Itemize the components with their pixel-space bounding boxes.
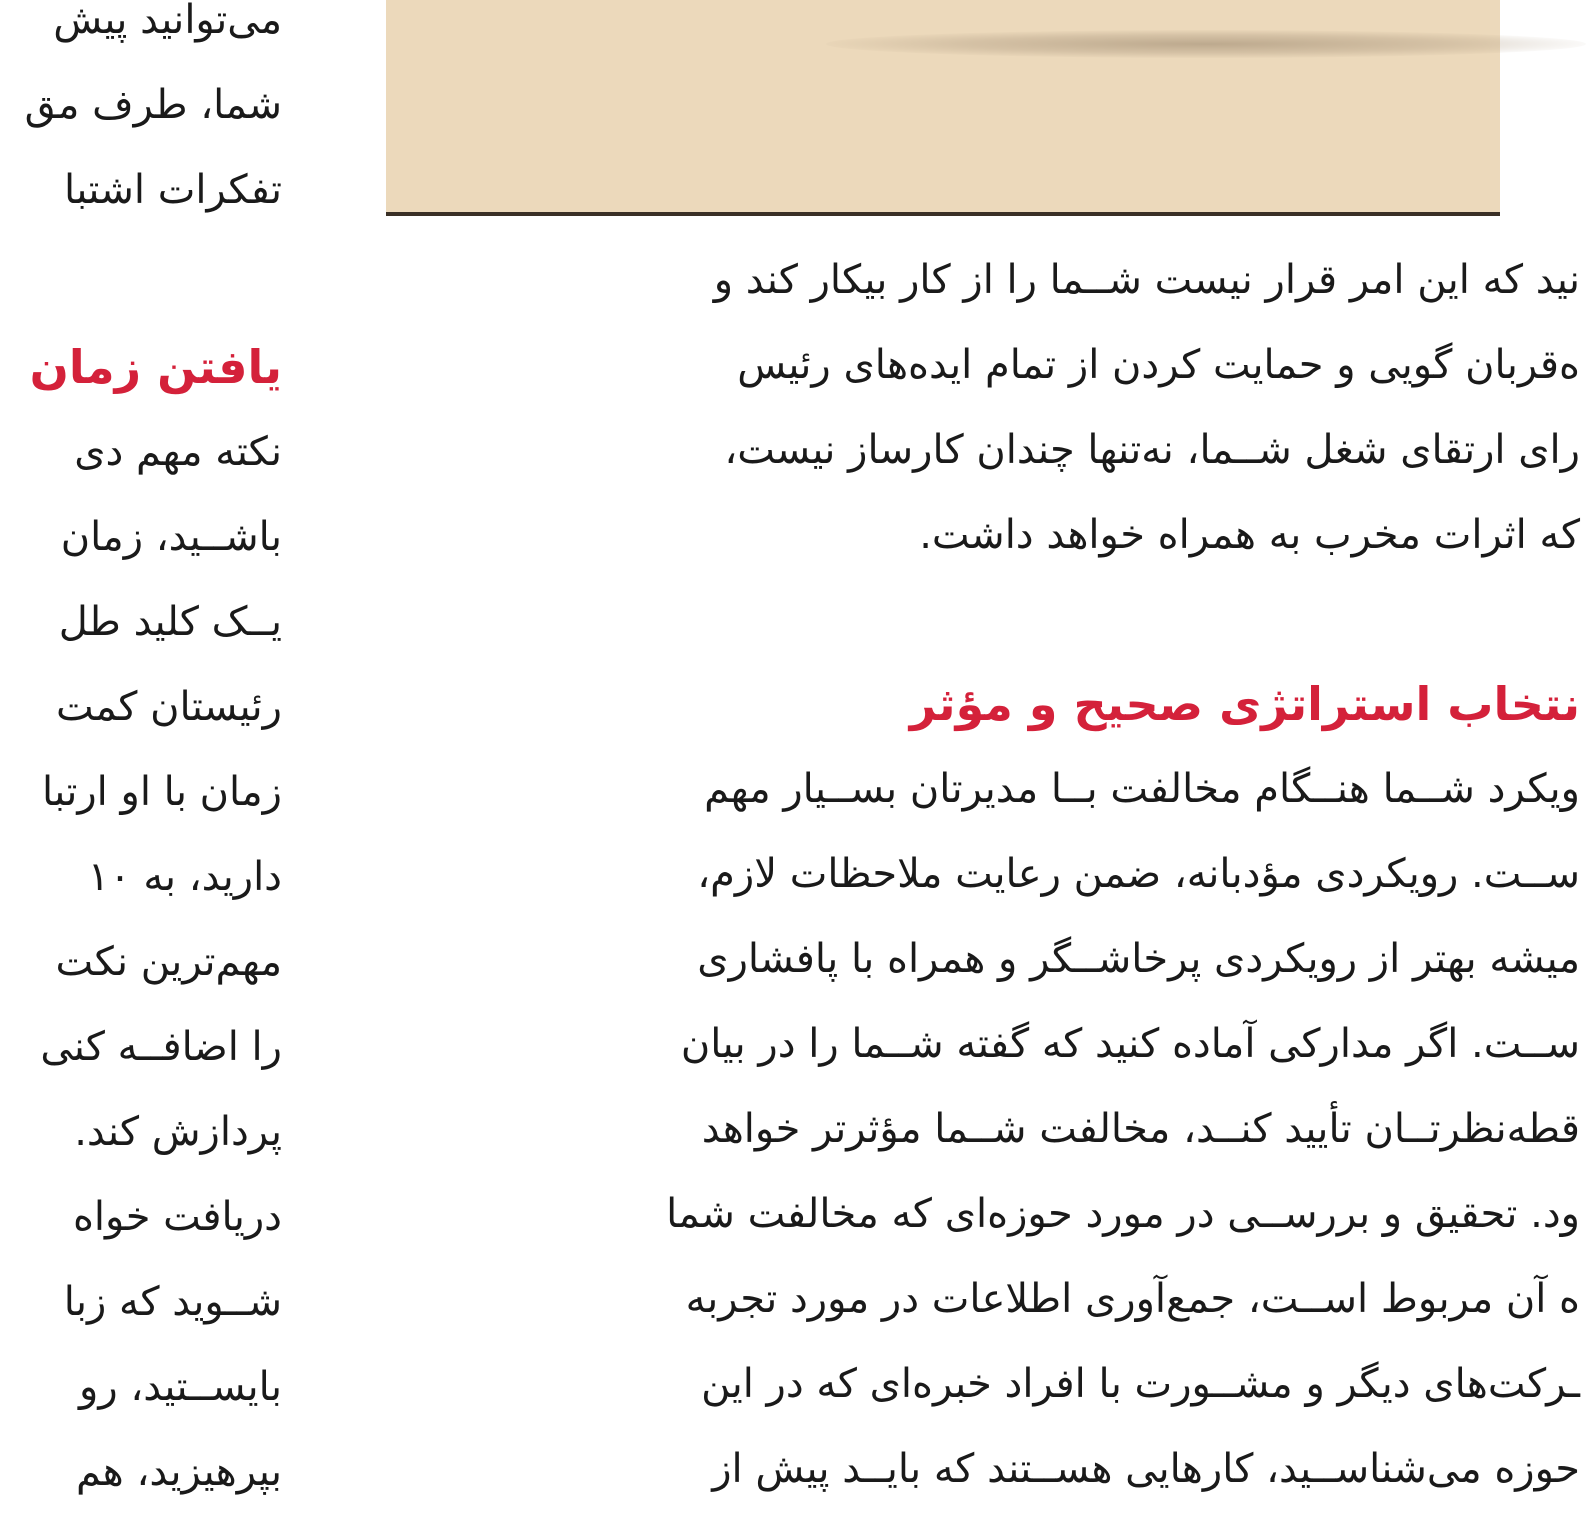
section-heading-right: نتخاب استراتژی صحیح و مؤثر [909,677,1580,731]
right-text-line: ســت. اگر مدارکی آماده کنید که گفته شــما را در بیان [680,1021,1580,1067]
photo-bottom-rule [386,212,1500,216]
left-text-line: بپرهیزید، هم [76,1449,282,1495]
left-text-line: پردازش کند. [74,1109,282,1155]
left-text-line: دارید، به ۱۰ [87,854,282,900]
left-text-line: شــوید که زبا [63,1279,282,1325]
section-gap [380,578,1580,662]
left-text-line: تفکرات اشتبا [64,167,282,213]
left-text-line: شما، طرف مق [24,82,282,128]
left-text-line: بایســتید، رو [79,1364,282,1410]
right-text-line: ســت. رویکردی مؤدبانه، ضمن رعایت ملاحظات لازم، [697,851,1580,897]
right-text-line: ـرکت‌های دیگر و مشــورت با افراد خبره‌ای که در این [701,1361,1580,1407]
right-column [380,238,1580,1512]
section-gap [0,233,282,325]
left-text-line: را اضافــه کنی [40,1024,282,1070]
left-text-line: نکته مهم دی [74,429,282,475]
photo-shadow [826,30,1586,58]
right-text-line: ود. تحقیق و بررســی در مورد حوزه‌ای که مخالفت شما [666,1191,1580,1237]
left-text-line: زمان با او ارتبا [41,769,282,815]
left-text-line: مهم‌ترین نکت [55,939,282,985]
right-text-line: حوزه می‌شناســید، کارهایی هســتند که بایــد پیش از [712,1446,1580,1492]
right-text-line: رای ارتقای شغل شــما، نه‌تنها چندان کارساز نیست، [724,427,1580,473]
right-text-line: میشه بهتر از رویکردی پرخاشــگر و همراه با پافشاری [697,936,1580,982]
left-text-line: یــک کلید طل [58,599,282,645]
left-text-line: باشــید، زمان [60,514,282,560]
right-text-line: قطه‌نظرتــان تأیید کنــد، مخالفت شــما مؤثرتر خواهد [701,1106,1580,1152]
left-text-line: دریافت خواه [72,1194,282,1240]
left-text-line: می‌توانید پیش [53,0,282,43]
section-heading-left: یافتن زمان [29,340,282,394]
right-text-line: نید که این امر قرار نیست شــما را از کار بیکار کند و [713,257,1580,303]
left-text-line: رئیستان کمت [56,684,282,730]
right-text-line: که اثرات مخرب به همراه خواهد داشت. [919,512,1580,558]
right-text-line: ویکرد شــما هنــگام مخالفت بــا مدیرتان بســیار مهم [704,766,1580,812]
right-text-line: ه‌قربان گویی و حمایت کردن از تمام ایده‌های رئیس [737,342,1580,388]
left-column [0,0,282,1515]
right-text-line: ه آن مربوط اســت، جمع‌آوری اطلاعات در مورد تجربه [685,1276,1580,1322]
article-photo [386,0,1500,212]
